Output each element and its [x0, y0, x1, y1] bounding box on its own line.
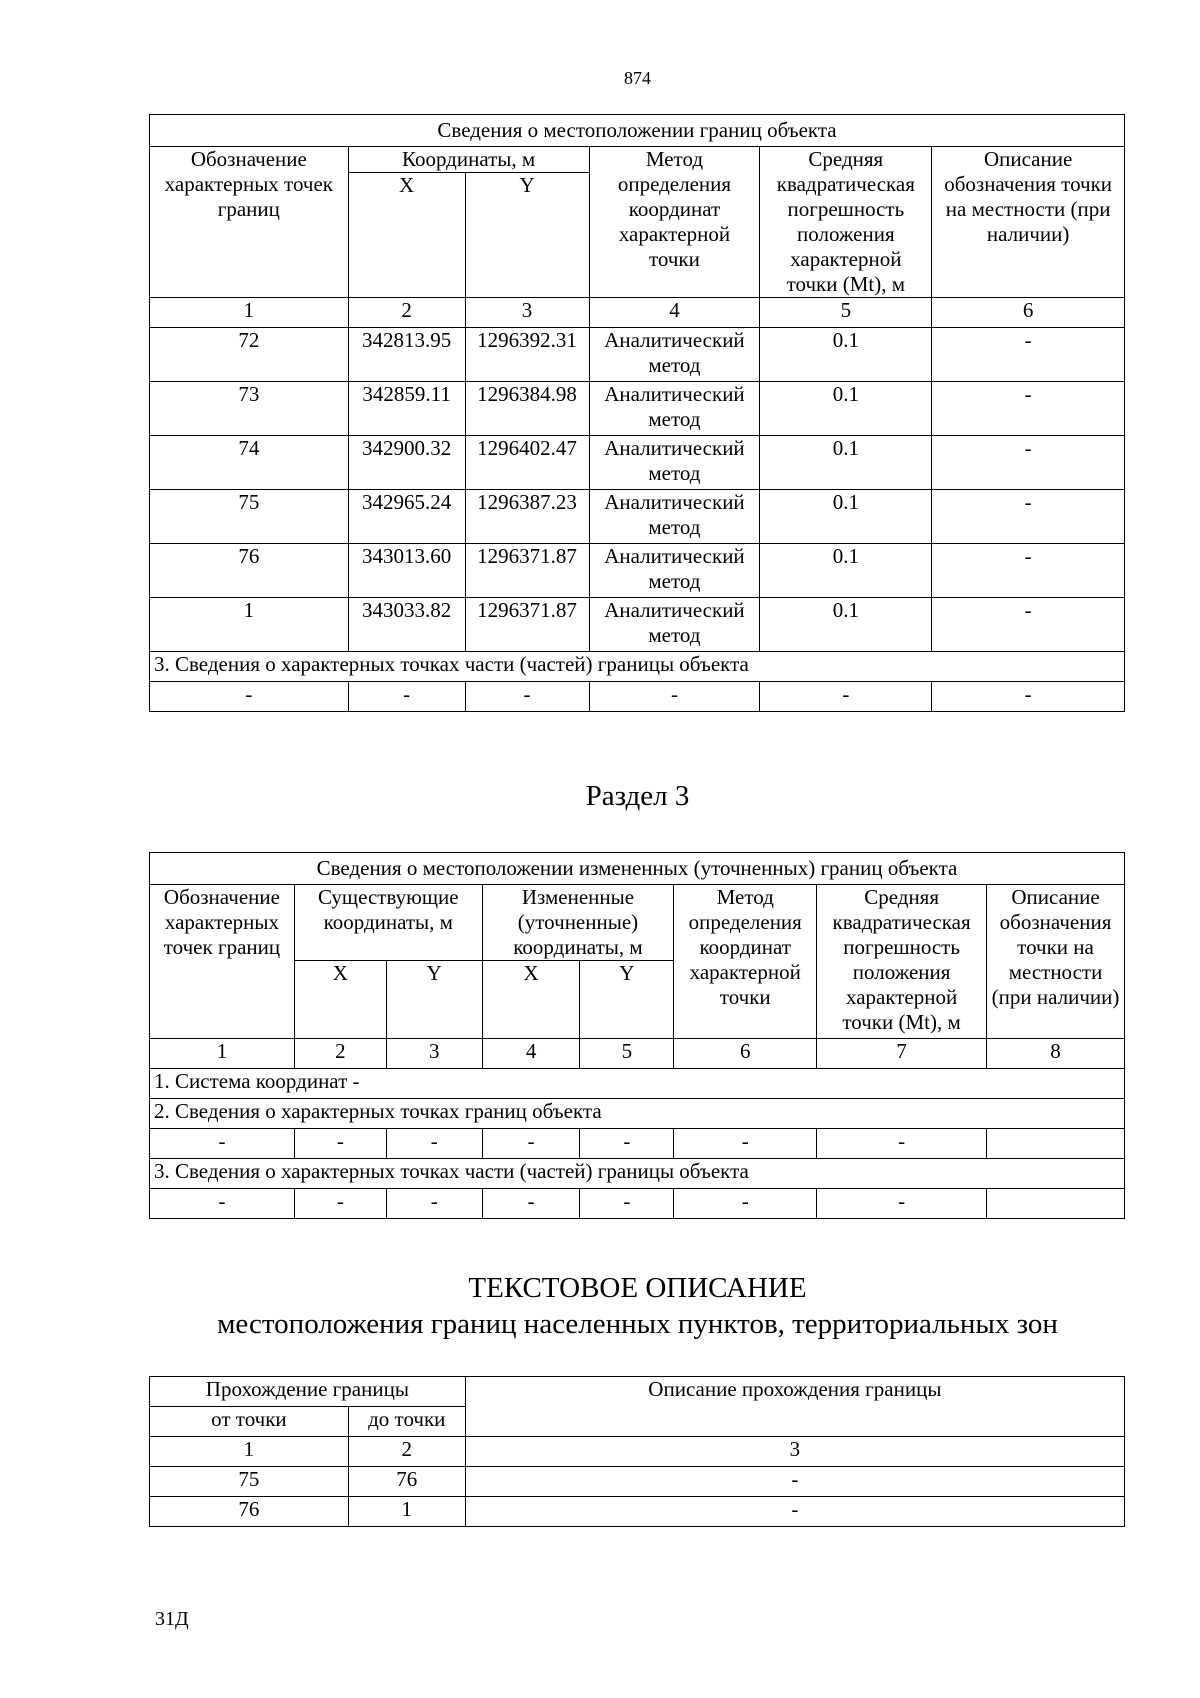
table-row: [150, 490, 1125, 544]
coord-x: 343033.82: [348, 598, 465, 652]
header-to-point: до точки: [348, 1407, 465, 1437]
header-y: Y: [465, 173, 589, 298]
from-point: 76: [150, 1497, 349, 1527]
point-id: 72: [150, 328, 349, 382]
coord-y: 1296392.31: [465, 328, 589, 382]
col-number: 6: [932, 298, 1125, 328]
coord-y: 1296371.87: [465, 598, 589, 652]
page-number: 874: [624, 68, 651, 88]
empty-cell: -: [817, 1189, 987, 1219]
doc-title: ТЕКСТОВОЕ ОПИСАНИЕ: [468, 1272, 807, 1304]
boundary-passage-table: [149, 1376, 1125, 1527]
empty-cell: -: [760, 682, 932, 712]
empty-cell: -: [817, 1129, 987, 1159]
to-point: 76: [348, 1467, 465, 1497]
coord-x: 343013.60: [348, 544, 465, 598]
point-id: 75: [150, 490, 349, 544]
table-row: [150, 682, 1125, 712]
description: -: [932, 544, 1125, 598]
empty-cell: -: [386, 1129, 482, 1159]
col-number: 5: [580, 1039, 674, 1069]
empty-cell: [987, 1129, 1125, 1159]
method: Аналитический метод: [589, 328, 760, 382]
header-changed-coords: Измененные (уточненные) координаты, м: [482, 885, 674, 961]
table-caption: Сведения о местоположении границ объекта: [150, 115, 1125, 147]
method: Аналитический метод: [589, 544, 760, 598]
header-error: Средняя квадратическая погрешность положения характерной точки (Mt), м: [760, 147, 932, 298]
error: 0.1: [760, 544, 932, 598]
header-description: Описание обозначения точки на местности (при наличии): [987, 885, 1125, 1039]
empty-cell: -: [674, 1129, 817, 1159]
col-number: 1: [150, 1039, 295, 1069]
description: -: [932, 490, 1125, 544]
table-row: [150, 598, 1125, 652]
coord-y: 1296387.23: [465, 490, 589, 544]
empty-cell: -: [589, 682, 760, 712]
table-row: [150, 1189, 1125, 1219]
header-x: X: [482, 961, 580, 1039]
col-number: 4: [589, 298, 760, 328]
empty-cell: -: [294, 1189, 386, 1219]
empty-cell: -: [580, 1129, 674, 1159]
header-designation: Обозначение характерных точек границ: [150, 885, 295, 1039]
header-designation: Обозначение характерных точек границ: [150, 147, 349, 298]
empty-cell: -: [482, 1129, 580, 1159]
table-row: [150, 544, 1125, 598]
header-description: Описание обозначения точки на местности (при наличии): [932, 147, 1125, 298]
table-row: [150, 1497, 1125, 1527]
col-number: 1: [150, 1437, 349, 1467]
point-id: 74: [150, 436, 349, 490]
boundary-location-table: [149, 114, 1125, 712]
table-row: [150, 382, 1125, 436]
col-number: 4: [482, 1039, 580, 1069]
empty-cell: -: [580, 1189, 674, 1219]
coord-x: 342813.95: [348, 328, 465, 382]
empty-cell: [987, 1189, 1125, 1219]
empty-cell: -: [674, 1189, 817, 1219]
doc-subtitle: местоположения границ населенных пунктов, территориальных зон: [217, 1308, 1058, 1340]
header-method: Метод определения координат характерной точки: [674, 885, 817, 1039]
footer-code: 31Д: [155, 1608, 189, 1630]
empty-cell: -: [348, 682, 465, 712]
table-row: [150, 1129, 1125, 1159]
empty-cell: -: [482, 1189, 580, 1219]
header-x: X: [294, 961, 386, 1039]
point-id: 76: [150, 544, 349, 598]
section-heading: Раздел 3: [585, 780, 690, 812]
table-caption: Сведения о местоположении измененных (уточненных) границ объекта: [150, 853, 1125, 885]
col-number: 3: [386, 1039, 482, 1069]
table-row: [150, 436, 1125, 490]
coord-y: 1296402.47: [465, 436, 589, 490]
header-error: Средняя квадратическая погрешность положения характерной точки (Mt), м: [817, 885, 987, 1039]
empty-cell: -: [150, 1189, 295, 1219]
error: 0.1: [760, 328, 932, 382]
description: -: [932, 436, 1125, 490]
point-id: 73: [150, 382, 349, 436]
description: -: [932, 598, 1125, 652]
col-number: 6: [674, 1039, 817, 1069]
col-number: 3: [465, 1437, 1124, 1467]
error: 0.1: [760, 490, 932, 544]
header-from-point: от точки: [150, 1407, 349, 1437]
method: Аналитический метод: [589, 598, 760, 652]
empty-cell: -: [932, 682, 1125, 712]
coord-y: 1296371.87: [465, 544, 589, 598]
header-y: Y: [386, 961, 482, 1039]
header-method: Метод определения координат характерной точки: [589, 147, 760, 298]
error: 0.1: [760, 598, 932, 652]
changed-boundary-table: [149, 852, 1125, 1219]
method: Аналитический метод: [589, 436, 760, 490]
description: -: [932, 382, 1125, 436]
header-passage-description: Описание прохождения границы: [465, 1377, 1124, 1437]
part-section-label: 3. Сведения о характерных точках части (частей) границы объекта: [150, 652, 1125, 682]
col-number: 1: [150, 298, 349, 328]
error: 0.1: [760, 436, 932, 490]
error: 0.1: [760, 382, 932, 436]
empty-cell: -: [386, 1189, 482, 1219]
description: -: [932, 328, 1125, 382]
col-number: 3: [465, 298, 589, 328]
col-number: 7: [817, 1039, 987, 1069]
coord-x: 342859.11: [348, 382, 465, 436]
col-number: 5: [760, 298, 932, 328]
header-x: X: [348, 173, 465, 298]
method: Аналитический метод: [589, 382, 760, 436]
passage-description: -: [465, 1467, 1124, 1497]
col-number: 2: [348, 1437, 465, 1467]
header-existing-coords: Существующие координаты, м: [294, 885, 482, 961]
table-row: [150, 328, 1125, 382]
empty-cell: -: [150, 1129, 295, 1159]
header-coords: Координаты, м: [348, 147, 589, 173]
to-point: 1: [348, 1497, 465, 1527]
coord-system-label: 1. Система координат -: [150, 1069, 1125, 1099]
coord-x: 342900.32: [348, 436, 465, 490]
empty-cell: -: [465, 682, 589, 712]
empty-cell: -: [150, 682, 349, 712]
empty-cell: -: [294, 1129, 386, 1159]
from-point: 75: [150, 1467, 349, 1497]
point-id: 1: [150, 598, 349, 652]
col-number: 8: [987, 1039, 1125, 1069]
header-passage: Прохождение границы: [150, 1377, 466, 1407]
col-number: 2: [294, 1039, 386, 1069]
points-section-label: 2. Сведения о характерных точках границ объекта: [150, 1099, 1125, 1129]
part-section-label: 3. Сведения о характерных точках части (частей) границы объекта: [150, 1159, 1125, 1189]
col-number: 2: [348, 298, 465, 328]
coord-y: 1296384.98: [465, 382, 589, 436]
table-row: [150, 1467, 1125, 1497]
method: Аналитический метод: [589, 490, 760, 544]
coord-x: 342965.24: [348, 490, 465, 544]
passage-description: -: [465, 1497, 1124, 1527]
header-y: Y: [580, 961, 674, 1039]
